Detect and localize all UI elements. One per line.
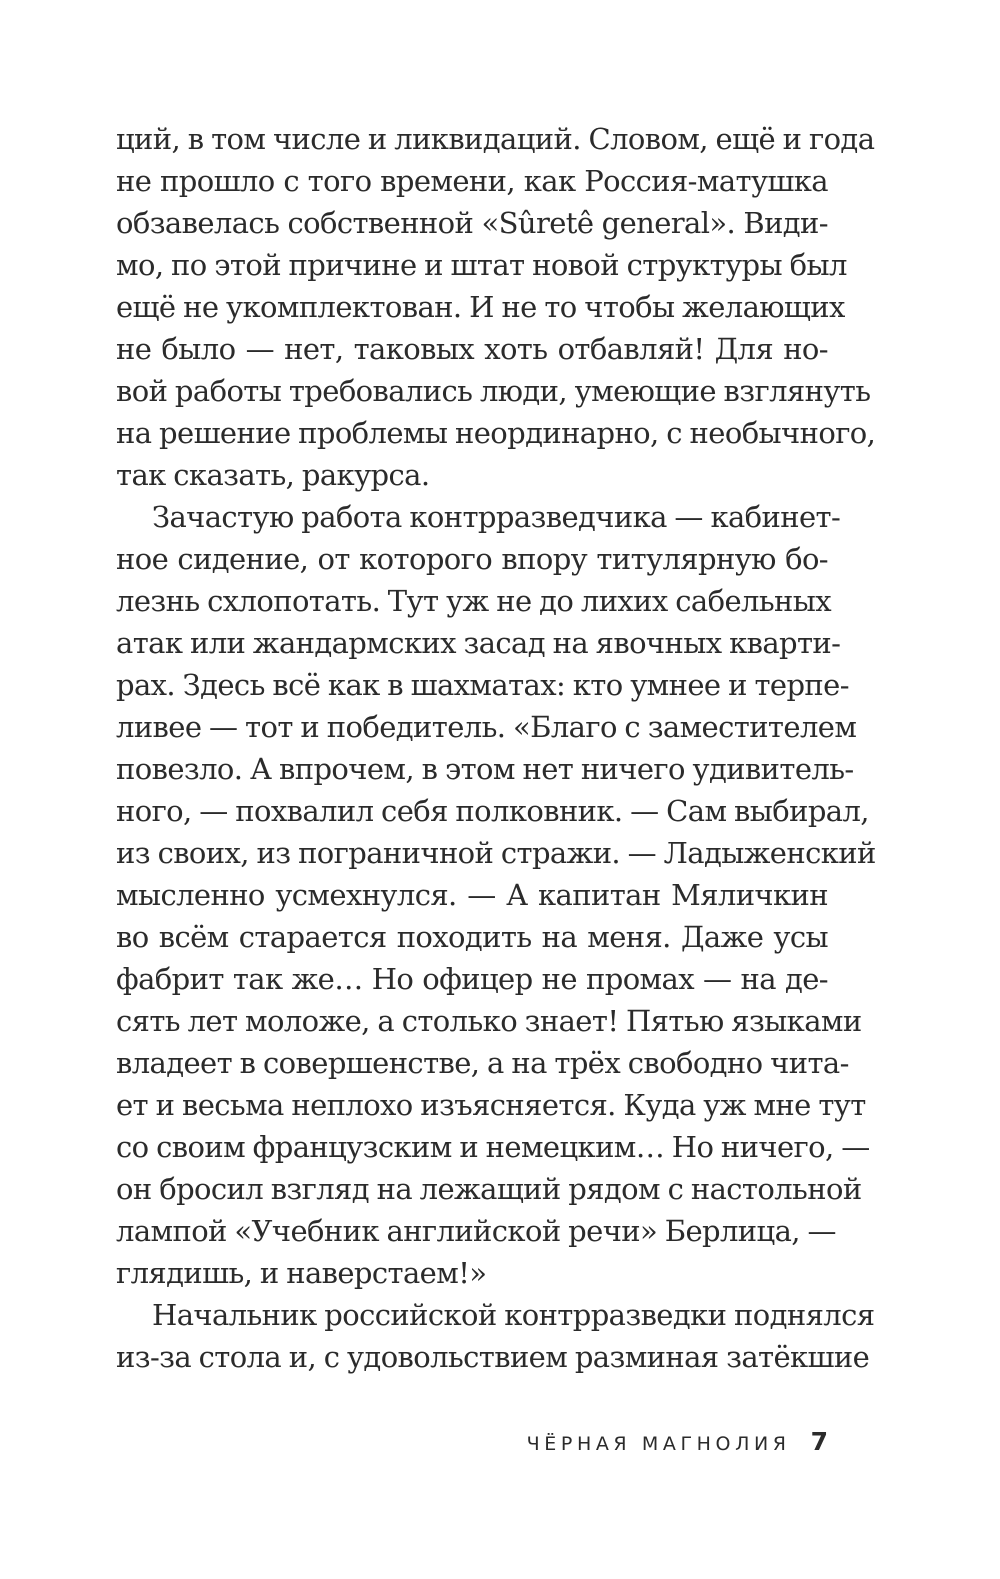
- text-line: ций, в том числе и ликвидаций. Словом, ещё и года: [116, 122, 875, 156]
- text-line: владеет в совершенстве, а на трёх свободно чита-: [116, 1046, 849, 1080]
- text-line: из-за стола и, с удовольствием разминая затёкшие: [116, 1340, 870, 1374]
- text-line: не прошло с того времени, как Россия-матушка: [116, 164, 828, 198]
- text-line: на решение проблемы неординарно, с необычного,: [116, 416, 876, 450]
- paragraph: [116, 1294, 875, 1378]
- text-line: сять лет моложе, а столько знает! Пятью языками: [116, 1004, 862, 1038]
- text-line: так сказать, ракурса.: [116, 458, 430, 492]
- body-text: [116, 118, 876, 1378]
- text-line: обзавелась собственной «Sûretê general». Види-: [116, 206, 828, 240]
- text-line: вой работы требовались люди, умеющие взглянуть: [116, 374, 871, 408]
- text-line: рах. Здесь всё как в шахматах: кто умнее и терпе-: [116, 668, 849, 702]
- text-line: мысленно усмехнулся. — А капитан Мяличкин: [116, 878, 828, 912]
- text-line: атак или жандармских засад на явочных кварти-: [116, 626, 841, 660]
- paragraph: [116, 118, 876, 496]
- text-line: мо, по этой причине и штат новой структуры был: [116, 248, 847, 282]
- paragraph: [116, 496, 876, 1294]
- text-line: Начальник российской контрразведки поднялся: [152, 1298, 875, 1332]
- text-line: из своих, из пограничной стражи. — Ладыженский: [116, 836, 876, 870]
- text-line: ное сидение, от которого впору титулярную бо-: [116, 542, 828, 576]
- text-line: лезнь схлопотать. Тут уж не до лихих сабельных: [116, 584, 832, 618]
- running-title: ЧЁРНАЯ МАГНОЛИЯ: [526, 1433, 791, 1455]
- text-line: ет и весьма неплохо изъясняется. Куда уж мне тут: [116, 1088, 866, 1122]
- page-number: 7: [810, 1427, 828, 1456]
- text-line: фабрит так же… Но офицер не промах — на де-: [116, 962, 828, 996]
- text-line: не было — нет, таковых хоть отбавляй! Для но-: [116, 332, 828, 366]
- text-line: ливее — тот и победитель. «Благо с заместителем: [116, 710, 857, 744]
- text-line: со своим французским и немецким… Но ничего, —: [116, 1130, 870, 1164]
- text-line: он бросил взгляд на лежащий рядом с настольной: [116, 1172, 862, 1206]
- text-line: Зачастую работа контрразведчика — кабинет-: [152, 500, 841, 534]
- text-line: глядишь, и наверстаем!»: [116, 1256, 487, 1290]
- text-line: во всём старается походить на меня. Даже усы: [116, 920, 828, 954]
- text-line: лампой «Учебник английской речи» Берлица, —: [116, 1214, 836, 1248]
- text-line: ещё не укомплектован. И не то чтобы желающих: [116, 290, 845, 324]
- page-footer: [527, 1425, 828, 1459]
- text-line: ного, — похвалил себя полковник. — Сам выбирал,: [116, 794, 869, 828]
- text-line: повезло. А впрочем, в этом нет ничего удивитель-: [116, 752, 854, 786]
